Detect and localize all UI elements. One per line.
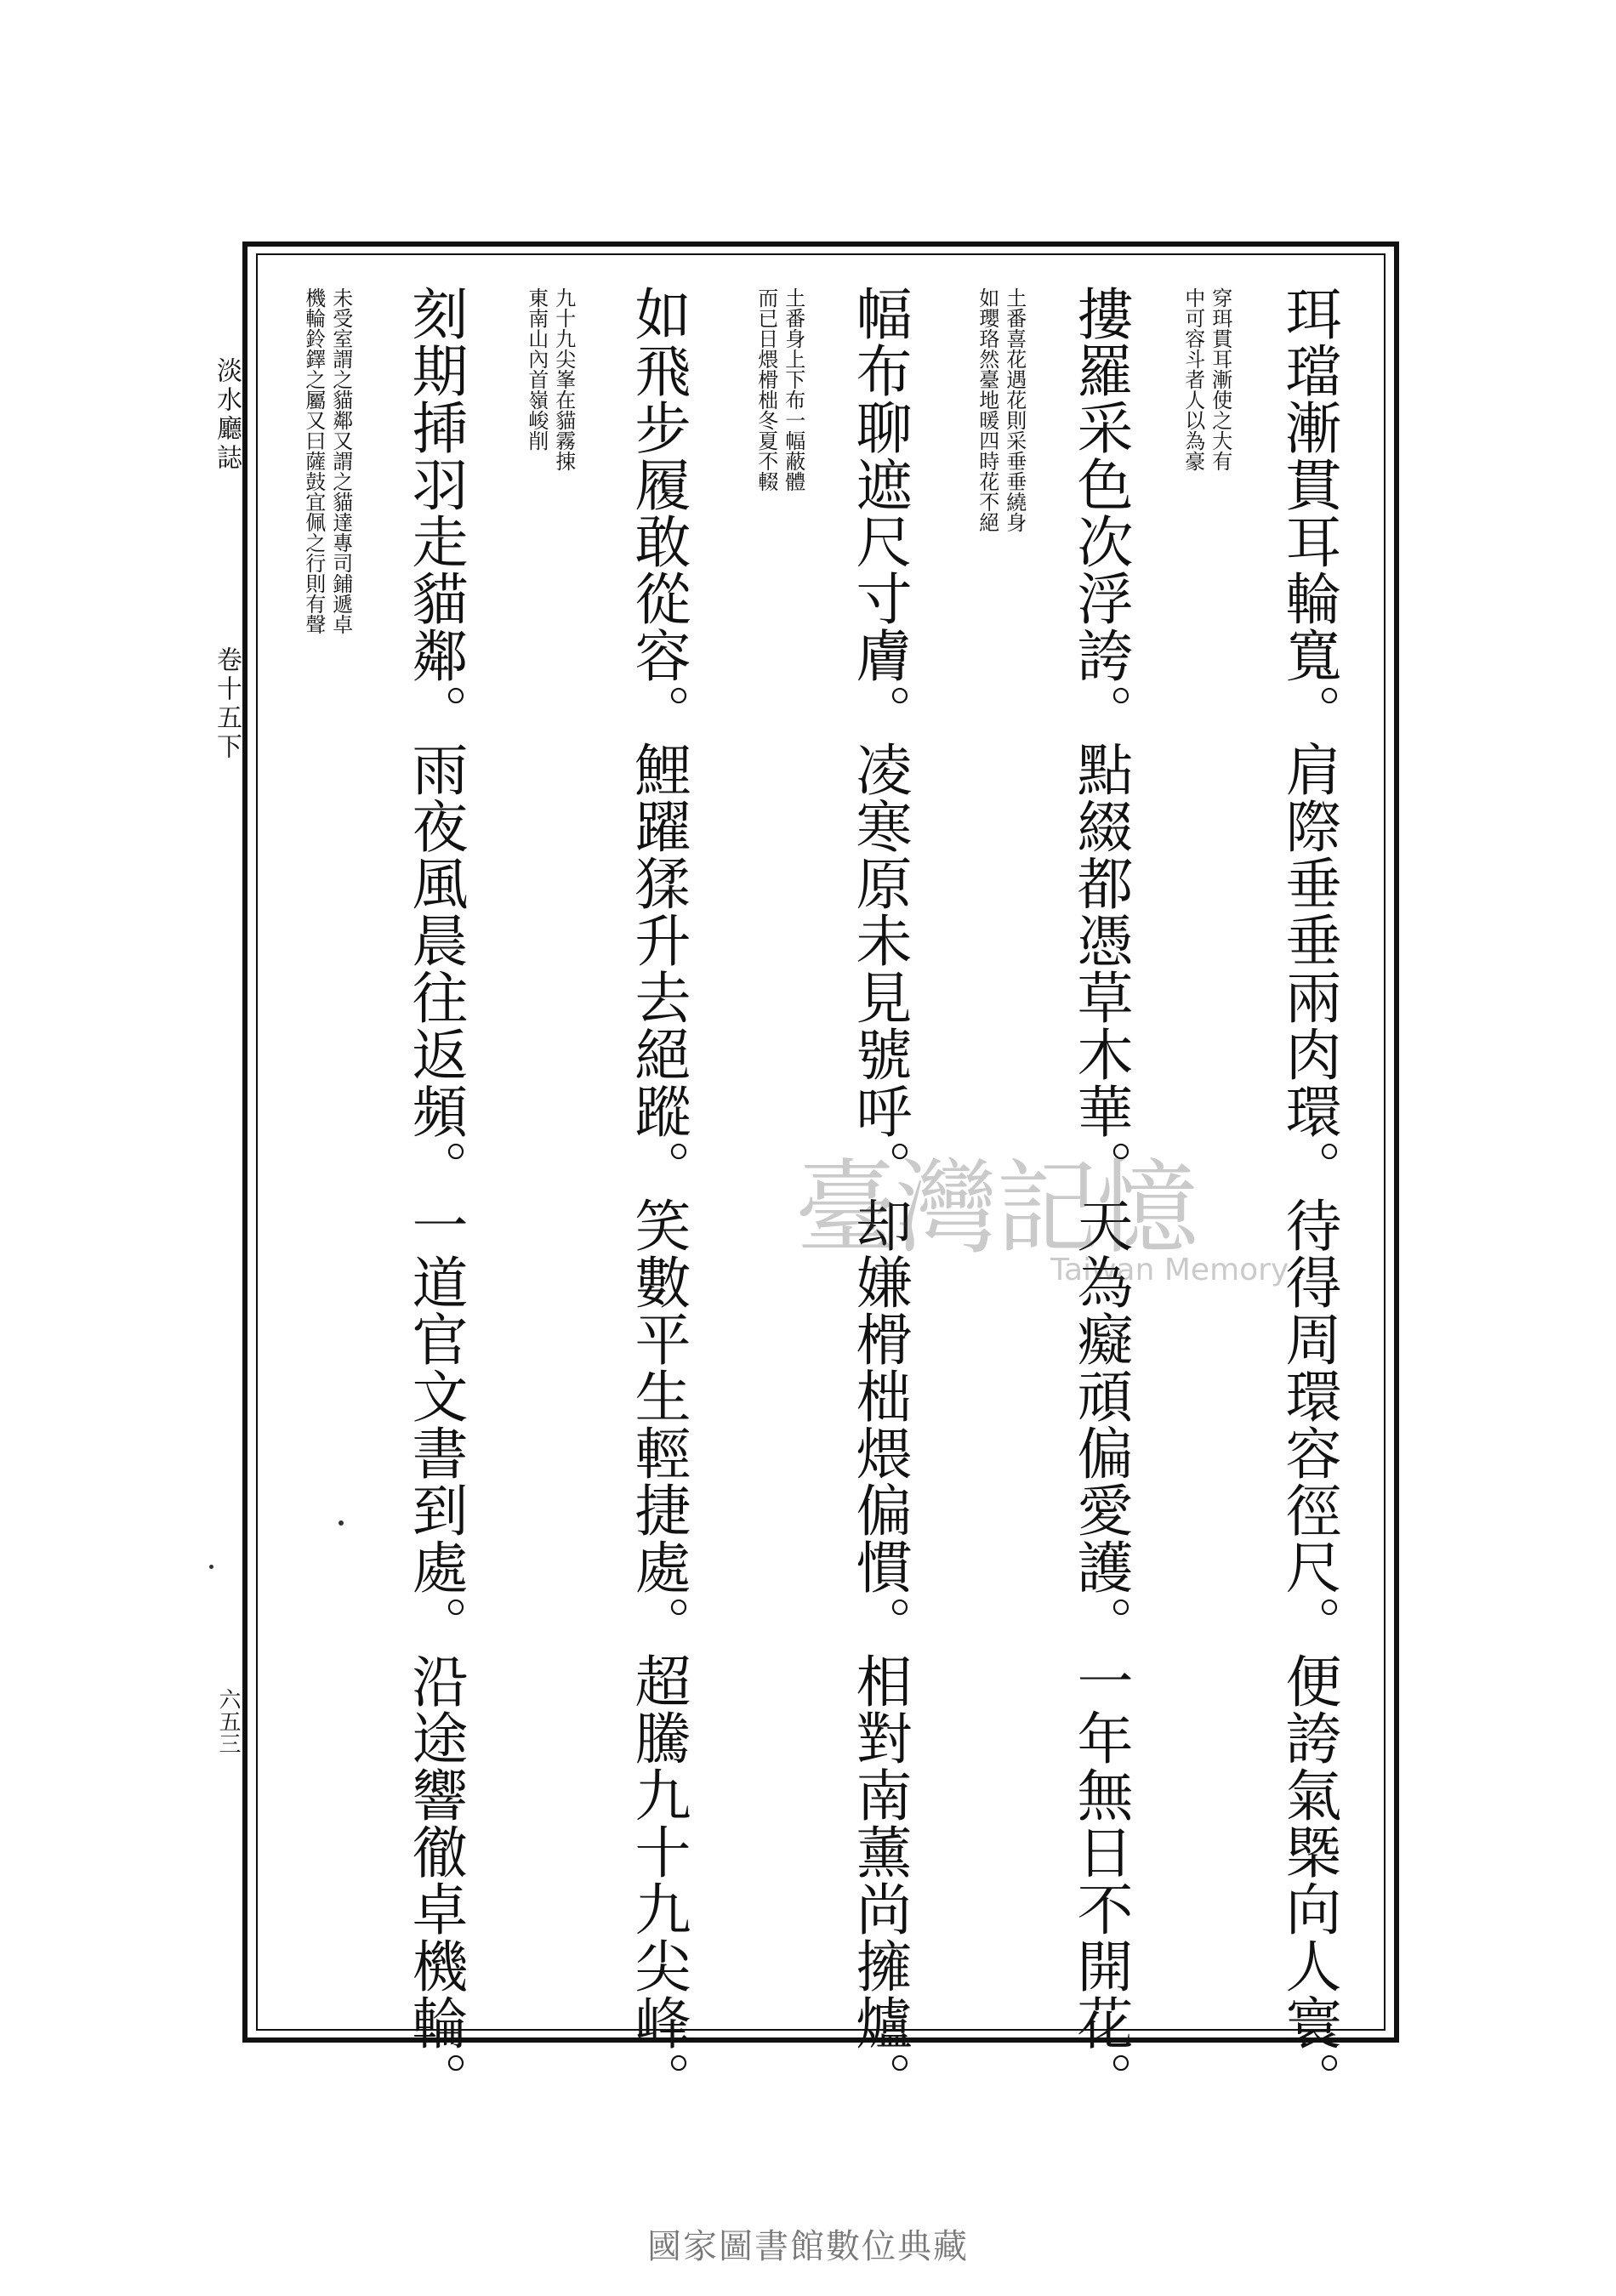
annotation-line: 機輪鈴鐸之屬又曰薩鼓宜佩之行則有聲: [301, 287, 326, 634]
poem-column-4: 如飛步履敢從容。鯉躍猱升去絕蹤。笑數平生輕捷處。超騰九十九尖峰。: [625, 285, 691, 2108]
poem-column-2: 摟羅采色次浮誇。點綴都憑草木華。天為癡頑偏愛護。一年無日不開花。: [1067, 285, 1133, 2108]
poem-column-3: 幅布聊遮尺寸膚。凌寒原未見號呼。却嫌榾柮煨偏慣。相對南薰尚擁爐。: [846, 285, 912, 2108]
annotation-line: 東南山內首嶺峻削: [524, 287, 549, 451]
annotation-line: 如瓔珞然臺地暖四時花不絕: [975, 287, 999, 532]
taiwan-memory-watermark: [795, 1127, 1289, 1288]
annotation-line: 未受室謂之貓鄰又謂之貓達專司鋪遞卓: [328, 287, 353, 634]
annotation-line: 而已日煨榾柮冬夏不輟: [754, 287, 778, 492]
watermark-english: Taiwan Memory: [1050, 1253, 1289, 1287]
scan-speck: [209, 1565, 213, 1569]
poem-column-5: 刻期揷羽走貓鄰。雨夜風晨往返頻。一道官文書到處。沿途響徹卓機輪。: [402, 285, 468, 2108]
book-title: 淡水廳誌: [212, 357, 242, 473]
poem-column-1: 珥璫漸貫耳輪寬。肩際垂垂兩肉環。待得周環容徑尺。便誇氣槩向人寰。: [1276, 285, 1341, 2108]
page-number: 六五三: [215, 1688, 241, 1754]
annotation-line: 土番身上下布一幅蔽體: [781, 287, 805, 492]
watermark-cjk: 臺灣記憶: [795, 1150, 1197, 1268]
volume-label: 卷十五下: [212, 646, 242, 762]
annotation-line: 穿珥貫耳漸使之大有: [1208, 287, 1232, 471]
annotation-line: 土番喜花遇花則采垂垂繞身: [1002, 287, 1027, 532]
annotation-line: 中可容斗者人以為豪: [1181, 287, 1205, 471]
scan-speck: [339, 1520, 344, 1526]
footer-caption: 國家圖書館數位典藏: [647, 2227, 969, 2266]
annotation-line: 九十九尖峯在貓霧捒: [551, 287, 576, 471]
